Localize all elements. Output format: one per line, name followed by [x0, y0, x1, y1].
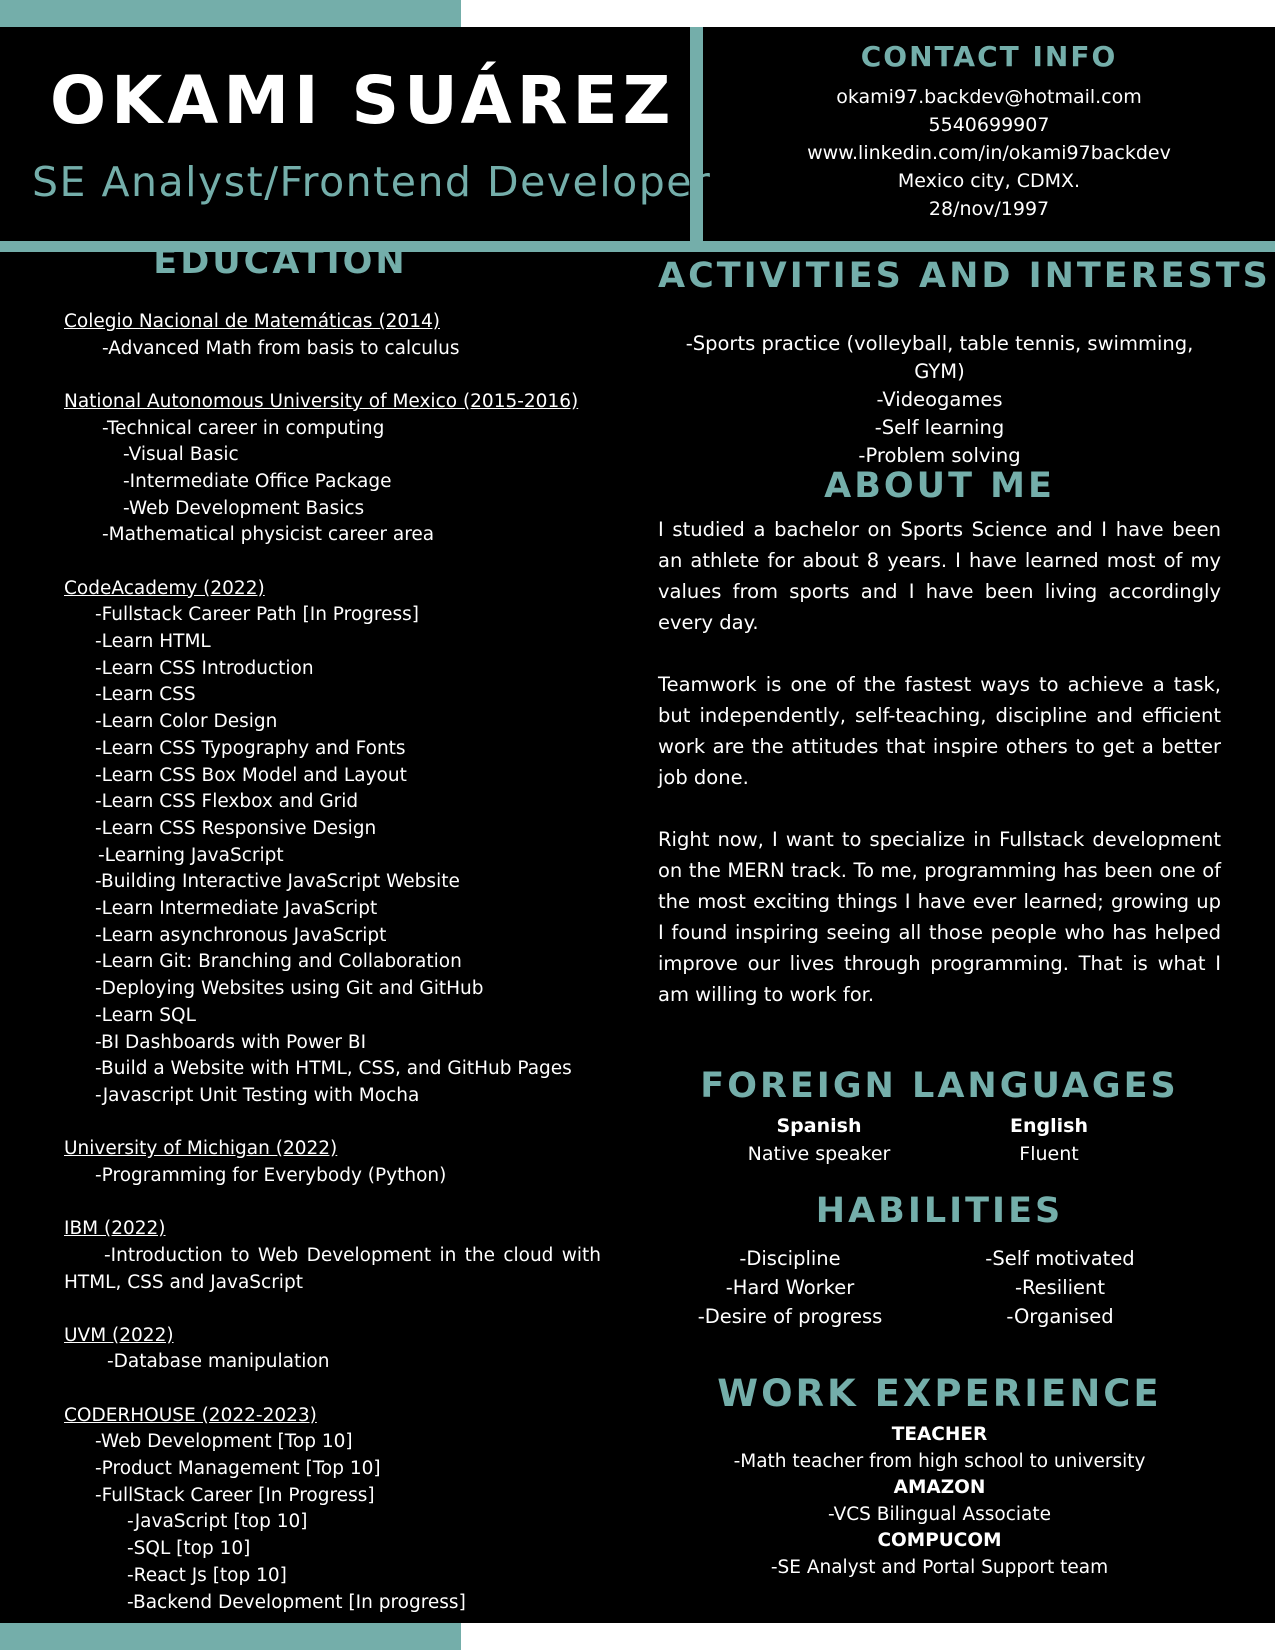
education-institution: Colegio Nacional de Matemáticas (2014) — [64, 311, 440, 332]
education-item: -FullStack Career [In Progress] — [95, 1484, 375, 1506]
education-item: -Learn CSS Box Model and Layout — [95, 764, 407, 786]
education-item: -Learn CSS Typography and Fonts — [95, 737, 406, 759]
education-item: -React Js [top 10] — [127, 1564, 287, 1586]
education-item: -Mathematical physicist career area — [102, 524, 435, 546]
education-item: -Learn CSS Introduction — [95, 657, 314, 679]
education-institution: CodeAcademy (2022) — [64, 577, 265, 599]
activity-item: -Self learning — [874, 416, 1005, 439]
work-description: -VCS Bilingual Associate — [828, 1503, 1051, 1525]
education-group — [64, 1136, 601, 1189]
about-paragraph: Teamwork is one of the fastest ways to achieve a task, but independently, self-teaching, discipline and efficient work are the attitudes that inspire others to get a better job done. — [658, 673, 1221, 789]
contact-birthdate: 28/nov/1997 — [928, 198, 1050, 220]
education-institution: IBM (2022) — [64, 1218, 166, 1240]
education-item: -Learn Git: Branching and Collaboration — [95, 951, 462, 973]
work-company: COMPUCOM — [877, 1530, 1002, 1551]
contact-email: okami97.backdev@hotmail.com — [836, 86, 1142, 108]
education-item: -Learn CSS Flexbox and Grid — [95, 791, 359, 813]
education-item: -Product Management [Top 10] — [95, 1458, 381, 1480]
education-item: -Learn Intermediate JavaScript — [95, 898, 378, 920]
hability-item: -Hard Worker — [725, 1276, 855, 1299]
education-institution: National Autonomous University of Mexico (2015-2016) — [64, 390, 579, 412]
contact-location: Mexico city, CDMX. — [897, 170, 1081, 192]
education-item: -Learn CSS — [95, 684, 196, 706]
activity-item: -Videogames — [876, 388, 1003, 411]
education-item: -Backend Development [In progress] — [127, 1591, 466, 1613]
education-item: -Visual Basic — [123, 444, 239, 466]
language-level: Fluent — [1019, 1143, 1079, 1165]
habilities-title: HABILITIES — [815, 1191, 1064, 1231]
about-text — [658, 514, 1221, 1041]
education-item: -Web Development [Top 10] — [95, 1431, 353, 1453]
work-list — [658, 1422, 1221, 1581]
education-item: -Learn CSS Responsive Design — [95, 817, 377, 839]
education-item: -Programming for Everybody (Python) — [95, 1164, 447, 1186]
education-item: -Technical career in computing — [102, 417, 385, 439]
hability-item: -Self motivated — [985, 1247, 1135, 1270]
hability-item: -Discipline — [739, 1247, 841, 1270]
habilities-right-column — [925, 1244, 1195, 1331]
activities-title: ACTIVITIES AND INTERESTS — [658, 256, 1271, 296]
education-group — [64, 576, 601, 1110]
top-white-bar — [461, 0, 1275, 27]
education-institution: University of Michigan (2022) — [64, 1138, 338, 1160]
language-name: Spanish — [776, 1115, 862, 1137]
language-english — [934, 1112, 1164, 1168]
education-list — [64, 309, 601, 1643]
activity-item: -Sports practice (volleyball, table tennis, swimming, GYM) — [685, 332, 1194, 383]
education-title: EDUCATION — [153, 242, 408, 282]
candidate-role: SE Analyst/Frontend Developer — [32, 158, 712, 206]
education-item: -Database manipulation — [107, 1351, 330, 1373]
education-group — [64, 389, 601, 549]
education-item: -Learn asynchronous JavaScript — [95, 924, 387, 946]
activity-item: -Problem solving — [858, 444, 1021, 467]
education-item: -JavaScript [top 10] — [127, 1511, 308, 1533]
top-accent-bar — [0, 0, 461, 27]
education-institution: UVM (2022) — [64, 1324, 174, 1346]
work-company: AMAZON — [893, 1477, 986, 1498]
education-item: -Advanced Math from basis to calculus — [102, 337, 460, 359]
education-group — [64, 1216, 601, 1296]
hability-item: -Resilient — [1014, 1276, 1106, 1299]
contact-phone: 5540699907 — [928, 114, 1050, 136]
work-description: -Math teacher from high school to university — [733, 1450, 1146, 1472]
education-item: -Fullstack Career Path [In Progress] — [95, 604, 419, 626]
languages-list — [704, 1112, 1164, 1168]
education-item: -Javascript Unit Testing with Mocha — [95, 1084, 420, 1106]
education-item: -Web Development Basics — [123, 497, 365, 519]
contact-linkedin: www.linkedin.com/in/okami97backdev — [807, 142, 1171, 164]
languages-title: FOREIGN LANGUAGES — [700, 1066, 1179, 1106]
contact-info — [703, 40, 1275, 223]
education-item: -Learn SQL — [95, 1004, 196, 1026]
education-item: -Build a Website with HTML, CSS, and GitHub Pages — [95, 1058, 572, 1080]
education-group — [64, 1403, 601, 1617]
activities-list — [658, 330, 1221, 470]
hability-item: -Desire of progress — [697, 1305, 883, 1328]
hability-item: -Organised — [1006, 1305, 1114, 1328]
education-institution: CODERHOUSE (2022-2023) — [64, 1404, 317, 1426]
work-title: WORK EXPERIENCE — [717, 1372, 1162, 1415]
about-paragraph: Right now, I want to specialize in Fullstack development on the MERN track. To me, programming has been one of the most exciting things I have ever learned; growing up I found inspiring seeing all those people who has helped improve our lives through programming. That is what I am willing to work for. — [658, 828, 1221, 1006]
work-description: -SE Analyst and Portal Support team — [770, 1556, 1109, 1578]
education-item: -SQL [top 10] — [127, 1538, 251, 1560]
education-item: -Deploying Websites using Git and GitHub — [95, 978, 484, 1000]
language-spanish — [704, 1112, 934, 1168]
education-item: -Learning JavaScript — [98, 844, 284, 866]
candidate-name: OKAMI SUÁREZ — [50, 62, 676, 139]
about-title: ABOUT ME — [824, 466, 1055, 506]
education-group — [64, 309, 601, 362]
habilities-left-column — [655, 1244, 925, 1331]
habilities-list — [655, 1244, 1195, 1331]
contact-title: CONTACT INFO — [860, 40, 1118, 73]
work-company: TEACHER — [891, 1424, 988, 1445]
header-vertical-divider — [690, 27, 703, 245]
education-item: -Learn HTML — [95, 631, 211, 653]
education-item: -Learn Color Design — [95, 711, 278, 733]
education-item: -Introduction to Web Development in the cloud with HTML, CSS and JavaScript — [64, 1244, 601, 1293]
education-item: -BI Dashboards with Power BI — [95, 1031, 367, 1053]
education-item: -Building Interactive JavaScript Website — [95, 871, 460, 893]
language-name: English — [1010, 1115, 1088, 1137]
education-item: -Intermediate Office Package — [123, 471, 392, 493]
education-group — [64, 1323, 601, 1376]
language-level: Native speaker — [747, 1143, 891, 1165]
about-paragraph: I studied a bachelor on Sports Science and I have been an athlete for about 8 years. I have learned most of my values from sports and I have been living accordingly every day. — [658, 518, 1221, 634]
